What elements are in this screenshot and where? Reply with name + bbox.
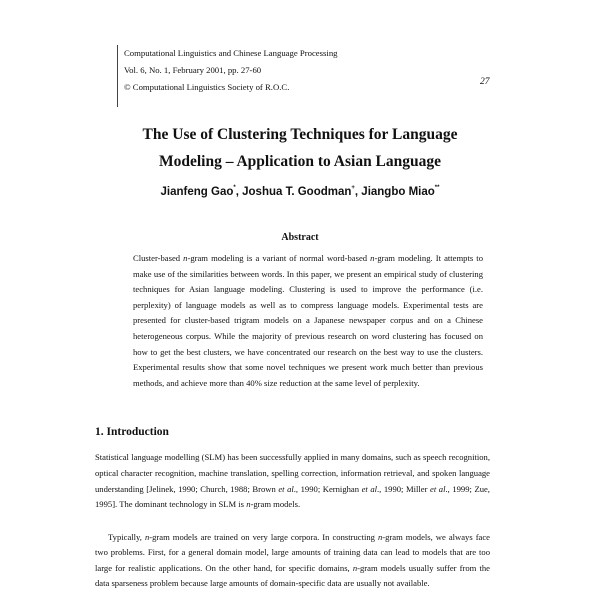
abstract-text: Cluster-based n-gram modeling is a variant of normal word-based n-gram modeling. It attempts to make use of the similarities between words. In this paper, we present an empirical study of clustering techniques for Asian language modeling. Clustering is used to improve the performance (i.e. perplexity) of language models as well as to compress language models. Experimental tests are presented for cluster-based trigram models on a Japanese newspaper corpus and on a Chinese heterogeneous corpus. While the majority of previous research on word clustering has focused on how to get the best clusters, we have concentrated our research on the best way to use the clusters. Experimental results show that some novel techniques we present work much better than previous methods, and achieve more than 40% size reduction at the same level of perplexity. (133, 253, 483, 388)
page-number: 27 (480, 77, 490, 87)
abstract-heading: Abstract (281, 232, 319, 243)
intro-paragraph-1: Statistical language modelling (SLM) has been successfully applied in many domains, such as speech recognition, optical character recognition, machine translation, spelling correction, information retrieval, and spoken language understanding [Jelinek, 1990; Church, 1988; Brown et al., 1990; Kernighan et al., 1990; Miller et al., 1999; Zue, 1995]. The dominant technology in SLM is n-gram models. (95, 452, 490, 510)
author-name: Joshua T. Goodman (242, 186, 352, 198)
author-mark: ** (434, 185, 440, 191)
paper-title-line-1: The Use of Clustering Techniques for Language (142, 126, 458, 143)
journal-issue: Vol. 6, No. 1, February 2001, pp. 27-60 (124, 65, 262, 75)
journal-copyright: © Computational Linguistics Society of R.O.C. (124, 82, 290, 92)
author-list: Jianfeng Gao*, Joshua T. Goodman+, Jiangbo Miao** (160, 185, 440, 198)
author-name: Jianfeng Gao (160, 186, 234, 198)
paper-title-line-2: Modeling – Application to Asian Language (158, 153, 442, 170)
intro-paragraph-2: Typically, n-gram models are trained on very large corpora. In constructing n-gram models, we always face two problems. First, for a general domain model, large amounts of training data can lead to models that are too large for realistic applications. On the other hand, for specific domains, n-gram models usually suffer from the data sparseness problem because large amounts of domain-specific data are usually not available. (95, 532, 490, 589)
section-heading: 1. Introduction (95, 426, 169, 438)
author-mark: + (351, 185, 355, 191)
author-mark: * (233, 185, 236, 191)
author-name: Jiangbo Miao (361, 186, 435, 198)
journal-header (117, 45, 447, 107)
journal-name: Computational Linguistics and Chinese Language Processing (124, 48, 338, 58)
